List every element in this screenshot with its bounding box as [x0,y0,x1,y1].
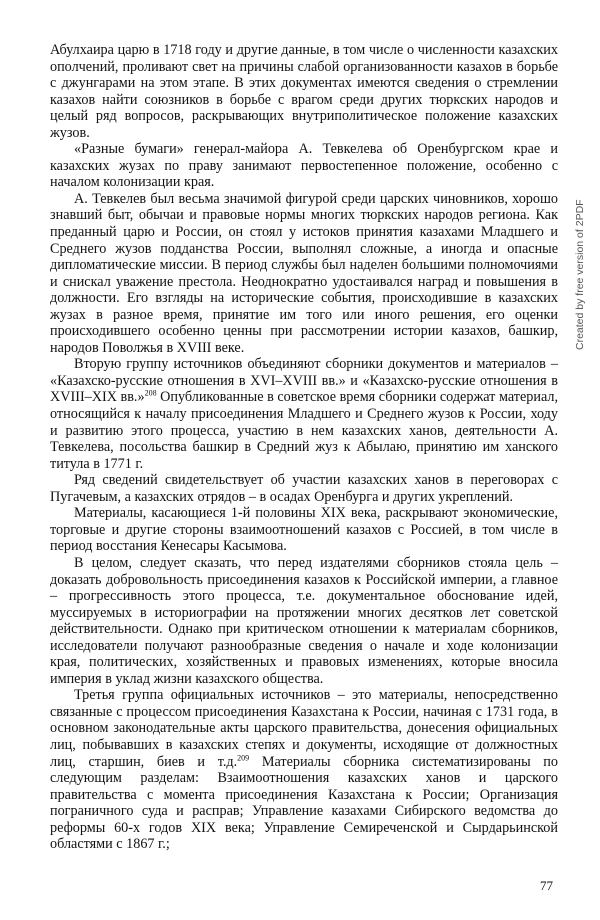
footnote-ref-209: 209 [237,752,250,762]
footnote-ref-208: 208 [144,388,157,398]
page-number: 77 [540,878,553,893]
paragraph-8 [50,687,558,852]
paragraph-8-text-after: Материалы сборника систематизированы по следующим разделам: Взаимоотношения казахских ханов и царского правительства с момента присоединения Казахстана к России; Организация пограничного суда и расправ; Управление казахами Сибирского ведомства до реформы 60-х годов XIX века; Управление Семиреченской и Сырдарьинской областями с 1867 г.; [50,753,558,853]
paragraph-5: Ряд сведений свидетельствует об участии казахских ханов в переговорах с Пугачевым, а казахских отрядов – в осадах Оренбурга и других укреплений. [50,472,558,505]
paragraph-6: Материалы, касающиеся 1-й половины XIX века, раскрывают экономические, торговые и другие стороны взаимоотношений казахов с Россией, в том числе в период восстания Кенесары Касымова. [50,505,558,555]
paragraph-4-text-before: Вторую группу источников объединяют сборники документов и материалов – «Казахско-русские отношения в XVI–XVIII вв.» и «Казахско-русские отношения в XVIII–XIX вв.» [50,356,558,406]
paragraph-8-text-before: Третья группа официальных источников – это материалы, непосредственно связанные с процессом присоединения Казахстана к России, начиная с 1731 года, в основном законодательные акты царского правительства, донесения официальных лиц, побывавших в казахских степях и документы, исходящие от должностных лиц, старшин, биев и т.д. [50,687,558,770]
paragraph-4-text-after: Опубликованные в советское время сборники содержат материал, относящийся к началу присоединения Младшего и Среднего жузов к России, ходу и развитию этого процесса, участию в нем казахских ханов, деятельности А. Тевкелева, посольства башкир в Средний жуз к Абылаю, принятию им ханского титула в 1771 г. [50,389,558,472]
paragraph-2: «Разные бумаги» генерал-майора А. Тевкелева об Оренбургском крае и казахских жузах по праву занимают первостепенное положение, особенно с началом колонизации края. [50,141,558,191]
paragraph-4 [50,356,558,472]
watermark-container [574,110,588,350]
page-body [50,42,558,853]
paragraph-1: Абулхаира царю в 1718 году и другие данные, в том числе о численности казахских ополчений, проливают свет на причины слабой организованности казахов в борьбе с джунгарами на этом этапе. В этих документах имеются сведения о стремлении казахов найти союзников в борьбе с врагом среди других тюркских народов и целый ряд вопросов, раскрывающих внутриполитическое положение казахских жузов. [50,42,558,141]
watermark-text: Created by free version of 2PDF [574,199,586,350]
paragraph-7: В целом, следует сказать, что перед издателями сборников стояла цель – доказать добровольность присоединения казахов к Российской империи, а главное – прогрессивность этого процесса, т.е. документальное обоснование идей, муссируемых в историографии на протяжении многих десятков лет советской действительности. Однако при критическом отношении к материалам сборников, исследователи получают разнообразные сведения о начале и ходе колонизации края, политических, хозяйственных и правовых изменениях, которые вносила империя в уклад жизни казахского общества. [50,554,558,687]
paragraph-3: А. Тевкелев был весьма значимой фигурой среди царских чиновников, хорошо знавший быт, обычаи и правовые нормы многих тюркских народов региона. Как преданный царю и России, он стоял у истоков принятия казахами Младшего и Среднего жузов подданства России, выполнял сложные, а иногда и опасные дипломатические миссии. В период службы был наделен большими полномочиями и снискал уважение престола. Неоднократно удостаивался наград и повышения в должности. Его взгляды на исторические события, происходившие в казахских жузах в разное время, принятие им того или иного решения, его оценки происходившего особенно ценны при рассмотрении истории казахов, башкир, народов Поволжья в XVIII веке. [50,190,558,356]
